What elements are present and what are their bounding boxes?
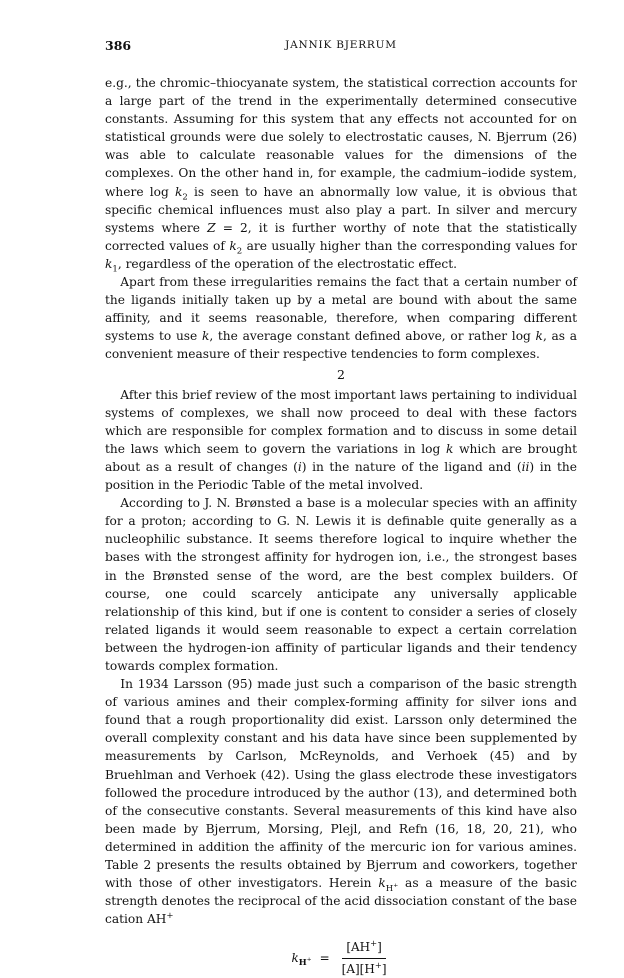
equation-lhs: $k_{H^+}$ — [291, 950, 312, 968]
body-text — [105, 74, 577, 978]
equation-fraction — [338, 938, 391, 977]
paragraph: Apart from these irregularities remains the fact that a certain number of the ligands initially taken up by a metal are bound with about the same affinity, and it seems reasonable, therefore, when comparing different systems to use k, the average constant defined above, or rather log k, as a convenient measure of their respective tendencies to form complexes. — [105, 275, 577, 362]
page-number: 386 — [105, 38, 132, 53]
section-number: 2 — [337, 366, 345, 382]
page-header — [105, 38, 577, 60]
paragraph: e.g., the chromic–thiocyanate system, the statistical correction accounts for a large part of the trend in the experimentally determined consecutive constants. Assuming for this system that any effects not accounted for on statistical grounds were due solely to electrostatic causes, N. Bjerrum (26) was able to calculate reasonable values for the dimensions of the complexes. On the other hand in, for example, the cadmium–iodide system, where $\log k_2$ is seen to have an abnormally low value, it is obvious that specific chemical influences must also play a part. In silver and mercury systems where Z = 2, it is further worthy of note that the statistically corrected values of $k_2$ are usually higher than the corresponding values for $k_1$, regardless of the operation of the electrostatic effect. — [105, 76, 577, 275]
equation-numerator: [AH+] — [342, 938, 386, 958]
paragraphs-after-section — [105, 386, 577, 929]
equation-k-h — [105, 938, 577, 977]
paragraphs-before-section — [105, 74, 577, 364]
paragraph: In 1934 Larsson (95) made just such a comparison of the basic strength of various amines and their complex-forming affinity for silver ions and found that a rough proportionality did exist. Larsson only determined the overall complexity constant and his data have since been supplemented by measurements by Carlson, McReynolds, and Verhoek (45) and by Bruehlman and Verhoek (42). Using the glass electrode these investigators followed the procedure introduced by the author (13), and determined both of the consecutive constants. Several measurements of this kind have also been made by Bjerrum, Morsing, Plejl, and Refn (16, 18, 20, 21), who determined in addition the affinity of the mercuric ion for various amines. Table 2 presents the results obtained by Bjerrum and coworkers, together with those of other investigators. Herein $k_{H^+}$ as a measure of the basic strength denotes the reciprocal of the acid dissociation constant of the base cation AH+ — [105, 677, 578, 927]
equation-equals: = — [319, 950, 330, 965]
running-head: JANNIK BJERRUM — [285, 39, 397, 51]
equation-lhs-subscript: H+ — [298, 957, 312, 968]
paragraph: After this brief review of the most important laws pertaining to individual systems of complexes, we shall now proceed to deal with these factors which are responsible for complex formation and to discuss in some detail the laws which seem to govern the variations in log k which are brought about as a result of changes (i) in the nature of the ligand and (ii) in the position in the Periodic Table of the metal involved. — [105, 387, 577, 493]
equation-denominator: [A][H+] — [341, 959, 387, 976]
paragraph: According to J. N. Brønsted a base is a molecular species with an affinity for a proton; according to G. N. Lewis it is definable quite generally as a nucleophilic substance. It seems therefore logical to inquire whether the bases with the strongest affinity for hydrogen ion, i.e., the strongest bases in the Brønsted sense of the word, are the best complex builders. Of course, one could scarcely anticipate any universally applicable relationship of this kind, but if one is content to consider a series of closely related ligands it would seem reasonable to expect a certain correlation between the hydrogen-ion affinity of particular ligands and their tendency towards complex formation. — [105, 496, 577, 673]
